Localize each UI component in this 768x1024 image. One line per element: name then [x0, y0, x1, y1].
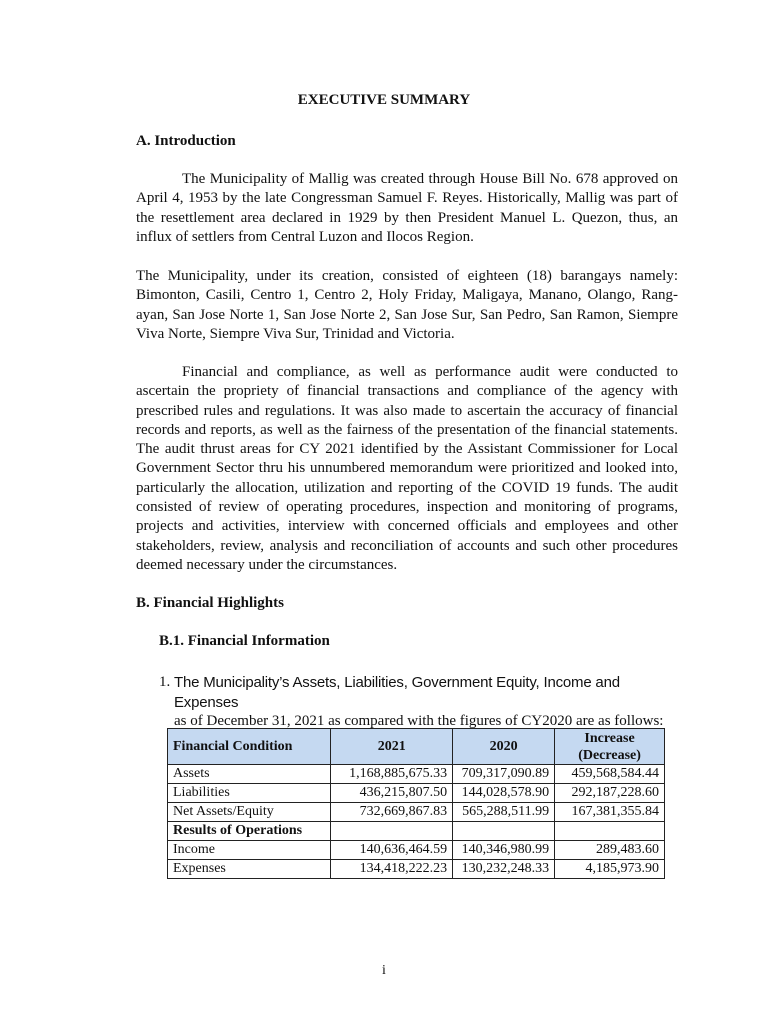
- value-2021: 140,636,464.59: [331, 841, 453, 860]
- list-item-number: 1.: [159, 674, 171, 690]
- value-increase: [555, 822, 665, 841]
- value-increase: 167,381,355.84: [555, 803, 665, 822]
- value-2020: 140,346,980.99: [453, 841, 555, 860]
- section-heading-financial-highlights: B. Financial Highlights: [136, 595, 284, 611]
- value-2020: 130,232,248.33: [453, 860, 555, 879]
- page-title: EXECUTIVE SUMMARY: [297, 92, 471, 108]
- list-item-text-line1: The Municipality’s Assets, Liabilities, Government Equity, Income and Expenses: [174, 674, 620, 711]
- value-2021: [331, 822, 453, 841]
- value-increase: 4,185,973.90: [555, 860, 665, 879]
- table-row: [168, 765, 665, 784]
- value-2020: 144,028,578.90: [453, 784, 555, 803]
- paragraph-barangays: The Municipality, under its creation, consisted of eighteen (18) barangays namely: Bimonton, Casili, Centro 1, Centro 2, Holy Friday, Maligaya, Manano, Olango, Rang-ayan, San Jose Norte 1, San Jose Norte 2, San Jose Sur, San Pedro, San Ramon, Siempre Viva Norte, Siempre Viva Sur, Trinidad and Victoria.: [136, 268, 678, 342]
- value-2020: [453, 822, 555, 841]
- value-2021: 732,669,867.83: [331, 803, 453, 822]
- paragraph-audit-scope: Financial and compliance, as well as performance audit were conducted to ascertain the propriety of financial transactions and compliance of the agency with prescribed rules and regulations. It was also made to ascertain the accuracy of financial records and reports, as well as the fairness of the presentation of the financial statements. The audit thrust areas for CY 2021 identified by the Assistant Commissioner for Local Government Sector thru his unnumbered memorandum were prioritized and looked into, particularly the allocation, utilization and reporting of the COVID 19 funds. The audit consisted of review of operating procedures, inspection and monitoring of programs, projects and activities, interview with concerned officials and employees and other stakeholders, review, analysis and reconciliation of accounts and such other procedures deemed necessary under the circumstances.: [136, 364, 678, 573]
- table-row: [168, 784, 665, 803]
- row-label: Income: [168, 841, 331, 860]
- value-increase: 459,568,584.44: [555, 765, 665, 784]
- table-row: [168, 803, 665, 822]
- table-row: [168, 822, 665, 841]
- value-increase: 289,483.60: [555, 841, 665, 860]
- row-label: Assets: [168, 765, 331, 784]
- section-heading-introduction: A. Introduction: [136, 133, 236, 149]
- header-financial-condition: Financial Condition: [168, 729, 331, 765]
- header-increase-decrease: [555, 729, 665, 765]
- row-label: Expenses: [168, 860, 331, 879]
- header-decrease: (Decrease): [578, 747, 641, 763]
- value-2020: 565,288,511.99: [453, 803, 555, 822]
- page-number: i: [382, 963, 386, 978]
- financial-condition-table: [167, 728, 665, 879]
- value-increase: 292,187,228.60: [555, 784, 665, 803]
- value-2020: 709,317,090.89: [453, 765, 555, 784]
- list-item-text-line2: as of December 31, 2021 as compared with the figures of CY2020 are as follows:: [174, 713, 664, 729]
- header-2021: 2021: [331, 729, 453, 765]
- value-2021: 134,418,222.23: [331, 860, 453, 879]
- row-label: Net Assets/Equity: [168, 803, 331, 822]
- subsection-heading-financial-information: B.1. Financial Information: [159, 633, 330, 649]
- header-increase: Increase: [584, 730, 635, 746]
- header-2020: 2020: [453, 729, 555, 765]
- row-label: Liabilities: [168, 784, 331, 803]
- value-2021: 1,168,885,675.33: [331, 765, 453, 784]
- table-row: [168, 860, 665, 879]
- value-2021: 436,215,807.50: [331, 784, 453, 803]
- list-item: [159, 673, 671, 729]
- table-row: [168, 841, 665, 860]
- row-label: Results of Operations: [168, 822, 331, 841]
- paragraph-history: The Municipality of Mallig was created through House Bill No. 678 approved on April 4, 1953 by the late Congressman Samuel F. Reyes. Historically, Mallig was part of the resettlement area declared in 1929 by then President Manuel L. Quezon, thus, an influx of settlers from Central Luzon and Ilocos Region.: [136, 171, 678, 245]
